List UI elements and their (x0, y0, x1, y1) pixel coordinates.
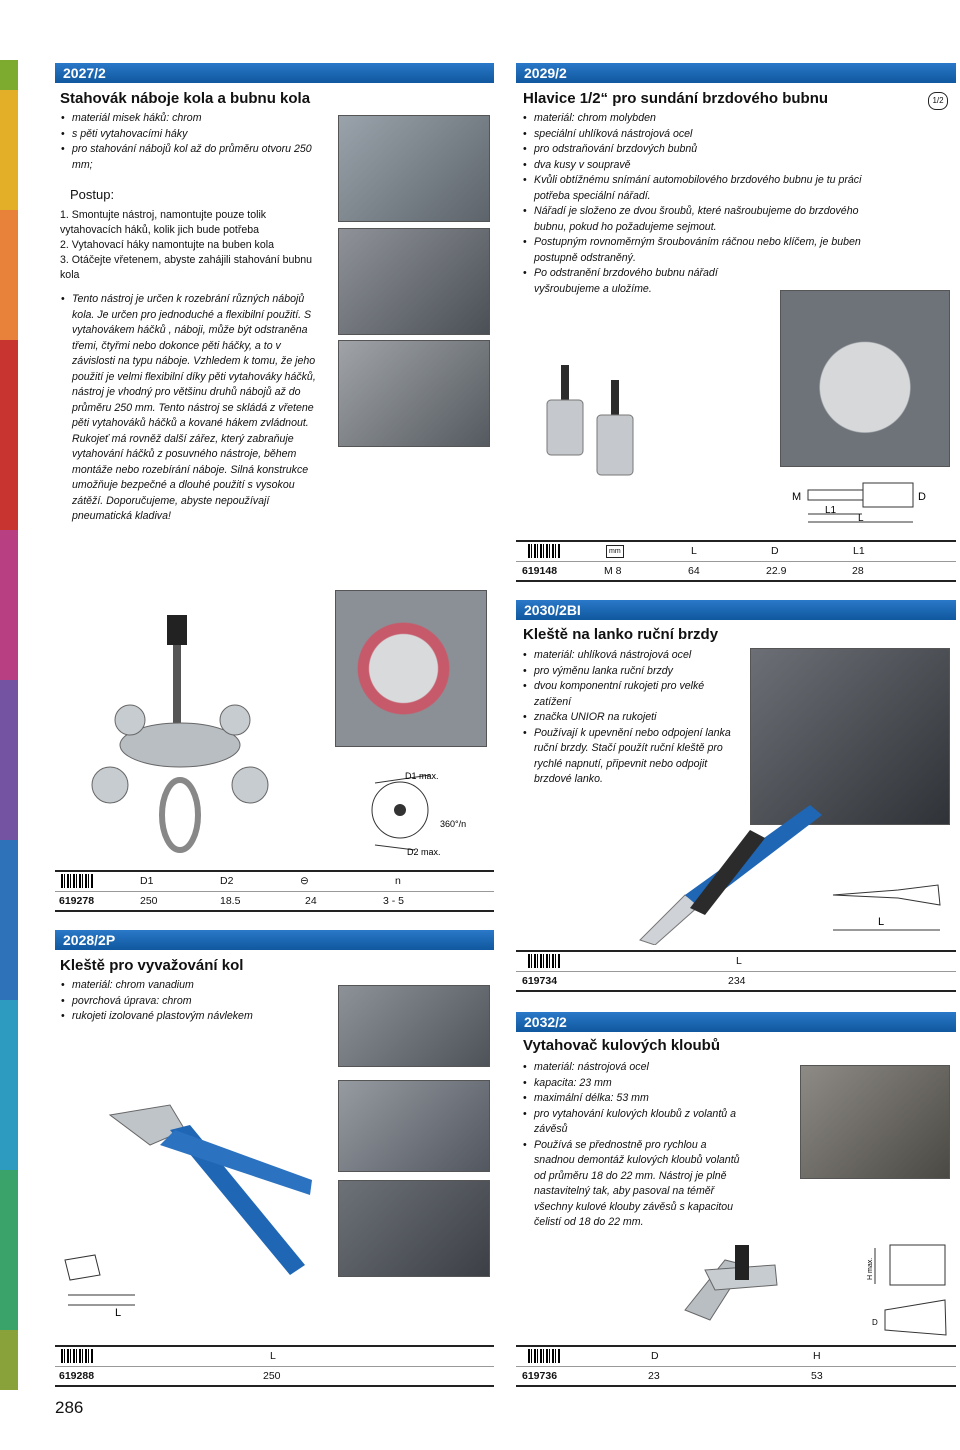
feature-item: • maximální délka: 53 mm (522, 1091, 747, 1107)
table-row (516, 971, 956, 990)
puller-dimension-diagram (860, 1240, 952, 1350)
color-strip (0, 340, 18, 530)
cell: 22.9 (766, 565, 787, 577)
feature-item: • dva kusy v soupravě (522, 158, 867, 174)
angle-label: 360°/n (440, 819, 467, 829)
procedure-step: 1. Smontujte nástroj, namontujte pouze tolik vytahovacích háků, kolik jich bude potřeba (60, 209, 267, 236)
section-header (55, 63, 494, 83)
feature-item: • značka UNIOR na rukojeti (522, 710, 737, 726)
cell: 64 (688, 565, 700, 577)
color-strip (0, 530, 18, 680)
cell: 24 (305, 895, 317, 907)
feature-item: • Postupným rovnoměrným šroubováním ráčnou nebo klíčem, je buben postupně odstraněný. (522, 235, 867, 266)
color-strip (0, 840, 18, 1000)
color-strip (0, 680, 18, 840)
col-header: H (813, 1350, 821, 1362)
hub-puller-illustration (85, 610, 310, 860)
cell: M 8 (604, 565, 622, 577)
feature-item: • pro odstraňování brzdových bubnů (522, 142, 867, 158)
section-code: 2030/2BI (524, 602, 581, 618)
table-header-row (516, 1347, 956, 1365)
thread-label: M (792, 491, 802, 503)
product-photo (338, 115, 490, 222)
cell: 28 (852, 565, 864, 577)
color-strip (0, 60, 18, 90)
spec-table (516, 950, 956, 992)
section-title: Kleště na lanko ruční brzdy (523, 626, 719, 643)
application-photo (800, 1065, 950, 1179)
color-strip (0, 1170, 18, 1330)
feature-item: • materiál misek háků: chrom (60, 111, 325, 127)
procedure-heading: Postup: (70, 187, 115, 202)
diameter-label: D (872, 1318, 878, 1327)
feature-item: • pro vytahování kulových kloubů z volantů a závěsů (522, 1107, 747, 1138)
application-photo (335, 590, 487, 747)
feature-item: • povrchová úprava: chrom (60, 994, 300, 1010)
pliers-dimension-diagram (60, 1250, 140, 1320)
procedure-step: 3. Otáčejte vřetenem, abyste zahájili stahování bubnu kola (60, 254, 313, 281)
section-title: Kleště pro vyvažování kol (60, 957, 244, 974)
col-header: D1 (140, 875, 154, 887)
section-header (55, 930, 494, 950)
section-header (516, 600, 956, 620)
feature-item: • Používá se přednostně pro rychlou a snadnou demontáž kulových kloubů volantů od průměru 18 do 22 mm. Nástroj je plně nastavitelný tak, aby pasoval na téměř všechny kulové klouby závěsů s kapacitou čelistí od 18 do 22 mm. (522, 1138, 747, 1231)
diameter-label: D (918, 491, 926, 503)
col-header: L1 (853, 545, 865, 557)
col-header: L (691, 545, 697, 557)
col-header: D (771, 545, 779, 557)
section-title: Vytahovač kulových kloubů (523, 1037, 720, 1054)
feature-item: • kapacita: 23 mm (522, 1076, 747, 1092)
table-row (516, 561, 956, 580)
cell: 234 (728, 975, 746, 987)
height-label: H max. (867, 1257, 874, 1280)
table-header-row (516, 542, 956, 560)
section-header (516, 1012, 956, 1032)
cell: 18.5 (220, 895, 241, 907)
col-header: L (270, 1350, 276, 1362)
section-title: Hlavice 1/2“ pro sundání brzdového bubnu (523, 90, 829, 107)
feature-item: • s pěti vytahovacími háky (60, 127, 325, 143)
socket-dimension-diagram (790, 478, 940, 528)
section-header (516, 63, 956, 83)
table-header-row (55, 872, 494, 890)
feature-item: • Nářadí je složeno ze dvou šroubů, které našroubujeme do brzdového bubnu, pokud ho požadujeme sejmout. (522, 204, 867, 235)
feature-item: • materiál: chrom molybden (522, 111, 867, 127)
barcode-icon (528, 954, 560, 968)
d1-label: D1 max. (405, 771, 439, 781)
application-photo (338, 1180, 490, 1277)
feature-item: • speciální uhlíková nástrojová ocel (522, 127, 867, 143)
socket-set-illustration (535, 360, 650, 500)
spec-table (516, 540, 956, 582)
feature-list (522, 648, 737, 788)
table-header-row (55, 1347, 494, 1365)
application-photo (780, 290, 950, 467)
d2-label: D2 max. (407, 847, 441, 857)
brake-pliers-illustration (600, 800, 830, 945)
table-row (55, 891, 494, 910)
catalog-number: 619278 (59, 895, 95, 907)
section-code: 2032/2 (524, 1014, 567, 1030)
barcode-icon (61, 874, 93, 888)
feature-item: • Kvůli obtížnému snímání automobilového brzdového bubnu je tu práci potřeba speciální nářadí. (522, 173, 867, 204)
col-header: D (651, 1350, 659, 1362)
spec-table (55, 870, 494, 912)
section-code: 2028/2P (63, 932, 116, 948)
feature-list (60, 978, 300, 1025)
color-strip (0, 1000, 18, 1170)
feature-item: • materiál: chrom vanadium (60, 978, 300, 994)
cell: 250 (263, 1370, 281, 1382)
feature-item: • materiál: nástrojová ocel (522, 1060, 747, 1076)
color-strip (0, 210, 18, 340)
col-header: n (395, 875, 401, 887)
feature-item: • Po odstranění brzdového bubnu nářadí vyšroubujeme a uložíme. (522, 266, 779, 297)
cell: 3 - 5 (383, 895, 405, 907)
page-number: 286 (55, 1398, 84, 1417)
procedure-steps (60, 208, 325, 283)
application-photo (750, 648, 950, 825)
l1-label: L1 (825, 505, 837, 516)
feature-list (522, 111, 867, 297)
screwdriver-icon: ⊖ (300, 875, 309, 887)
feature-list (522, 1060, 747, 1231)
feature-item: • pro výměnu lanka ruční brzdy (522, 664, 737, 680)
application-photo (338, 1080, 490, 1172)
ball-joint-puller-illustration (665, 1240, 795, 1340)
feature-item: • rukojeti izolované plastovým návlekem (60, 1009, 300, 1025)
catalog-number: 619734 (522, 975, 558, 987)
feature-item: • Používají k upevnění nebo odpojení lanka ruční brzdy. Stačí použít ruční kleště pro rychlé napnutí, připevnit nebo odpojit brzdové lanko. (522, 726, 737, 788)
product-photo (338, 228, 490, 335)
table-row (516, 1366, 956, 1385)
color-strip (0, 1330, 18, 1390)
feature-item: • materiál: uhlíková nástrojová ocel (522, 648, 737, 664)
catalog-number: 619288 (59, 1370, 95, 1382)
description-text: • Tento nástroj je určen k rozebrání různých nábojů kola. Je určen pro jednoduché a flexibilní použití. S vytahovákem háčků , náboji, může být odstraněna třemi, čtyřmi nebo dokonce pěti háčky, a to v závislosti na typu náboje. Vzhledem k tomu, že jeho použití je velmi flexibilní díky pěti vytahováky háčků, nástroj je vhodný pro většinu druhů nábojů až do průměru 250 mm. Tento nástroj se skládá z vřetene pěti vytahováků háčků a kované hákem zvládnout. Rukojeť má rovněž další zářez, který zabraňuje vytahování háčků z posuvného nástroje, během montáže nebo rozebírání náboje. Silná konstrukce umožňuje bezpečné a dlouhé použití s vysokou zátěží. Doporučujeme, abyste nepoužívají pneumatická kladiva! (60, 292, 322, 525)
cell: 250 (140, 895, 158, 907)
length-label: L (115, 1307, 122, 1319)
section-code: 2029/2 (524, 65, 567, 81)
cell: 53 (811, 1370, 823, 1382)
cell: 23 (648, 1370, 660, 1382)
barcode-icon (528, 544, 560, 558)
drive-size-badge: 1/2 (928, 92, 948, 110)
feature-list (60, 111, 325, 173)
unit-icon: mm (606, 545, 624, 558)
spec-table (55, 1345, 494, 1387)
table-row (55, 1366, 494, 1385)
description-list (60, 292, 322, 525)
section-title: Stahovák náboje kola a bubnu kola (60, 90, 311, 107)
product-photo (338, 340, 490, 447)
pliers-dimension-diagram (828, 880, 948, 940)
spec-table (516, 1345, 956, 1387)
col-header: D2 (220, 875, 234, 887)
length-label: L (858, 513, 864, 524)
procedure-step: 2. Vytahovací háky namontujte na buben kola (60, 239, 274, 251)
feature-item: • pro stahování nábojů kol až do průměru otvoru 250 mm; (60, 142, 325, 173)
table-header-row (516, 952, 956, 970)
application-photo (338, 985, 490, 1067)
hook-diagram (345, 765, 505, 860)
feature-item: • dvou komponentní rukojeti pro velké zatížení (522, 679, 737, 710)
catalog-number: 619148 (522, 565, 558, 577)
barcode-icon (528, 1349, 560, 1363)
barcode-icon (61, 1349, 93, 1363)
catalog-number: 619736 (522, 1370, 558, 1382)
color-strip (0, 90, 18, 210)
section-code: 2027/2 (63, 65, 106, 81)
length-label: L (878, 916, 885, 928)
col-header: L (736, 955, 742, 967)
